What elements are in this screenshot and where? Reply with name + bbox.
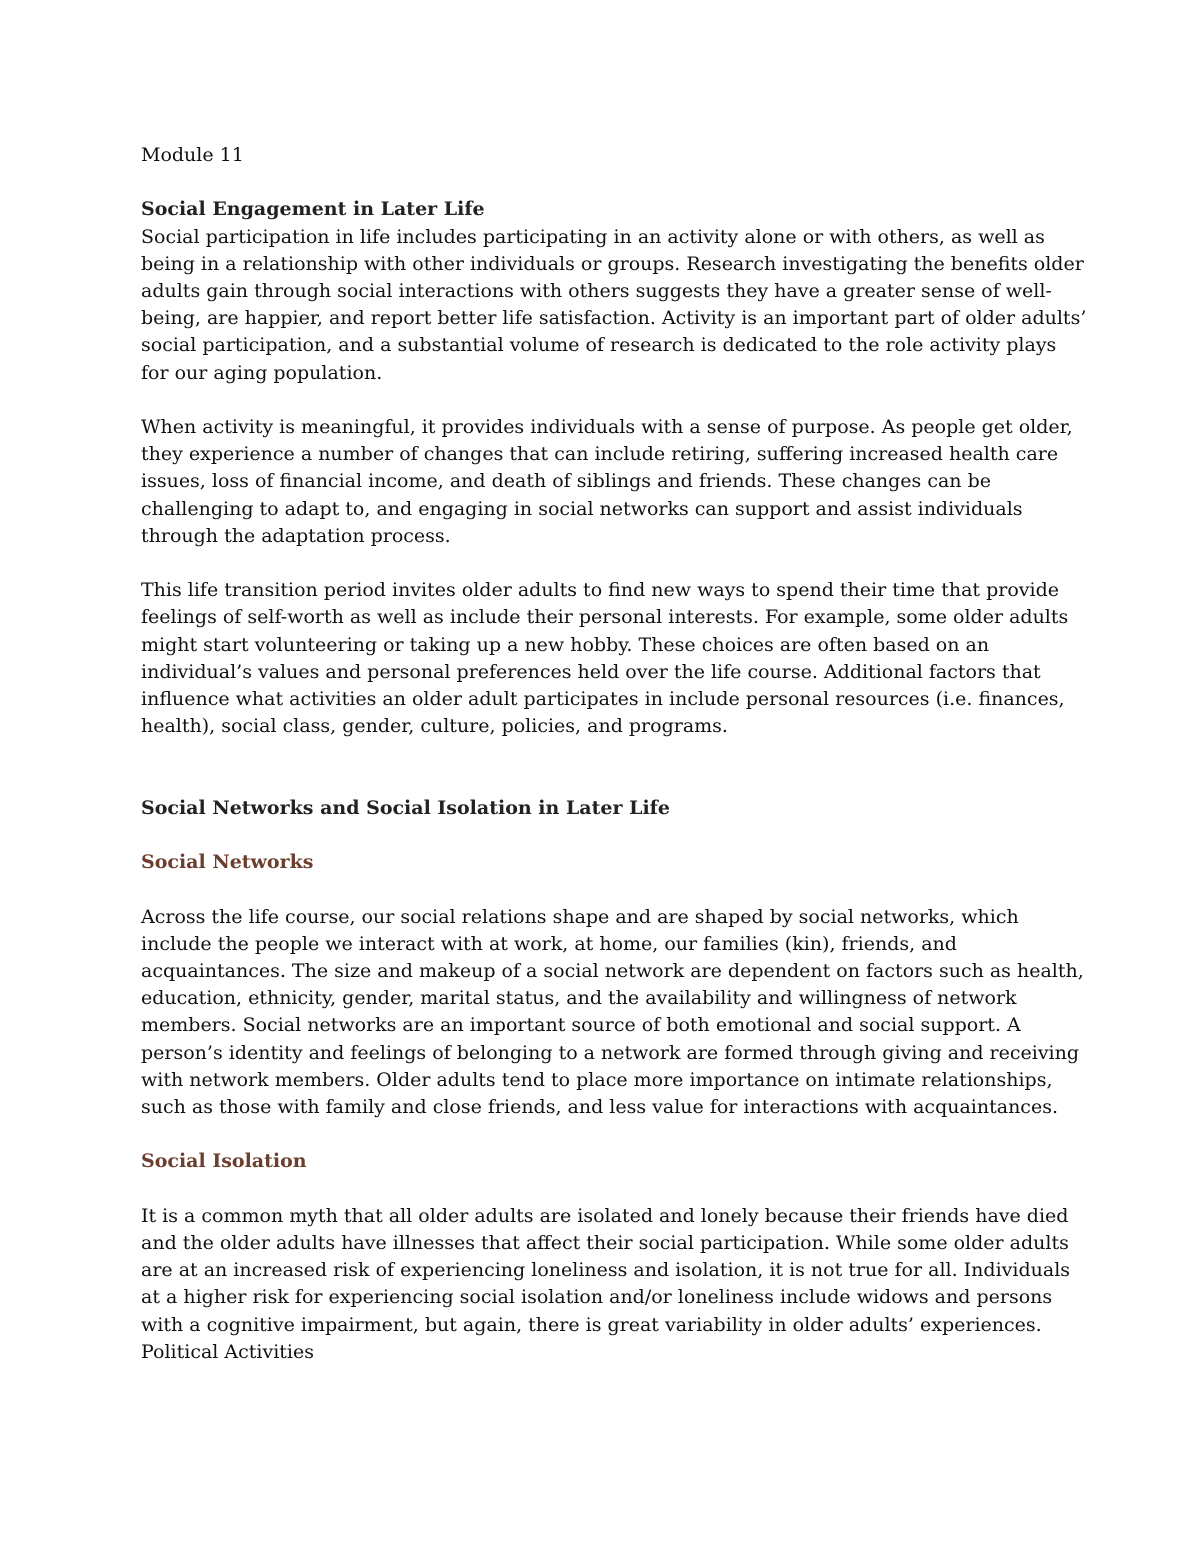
subheading-social-isolation: Social Isolation <box>141 1150 307 1173</box>
spacer <box>141 876 1066 903</box>
module-label: Module 11 <box>141 144 244 166</box>
text-line: issues, loss of financial income, and death of siblings and friends. These changes can be <box>141 470 991 493</box>
text-line: social participation, and a substantial volume of research is dedicated to the role activity plays <box>141 334 1057 357</box>
text-line: being, are happier, and report better life satisfaction. Activity is an important part of older adults’ <box>141 307 1087 330</box>
spacer <box>141 768 1066 795</box>
text-line: health), social class, gender, culture, policies, and programs. <box>141 715 728 738</box>
spacer <box>141 822 1066 849</box>
spacer <box>141 387 1066 414</box>
text-line: influence what activities an older adult participates in include personal resources (i.e. finances, <box>141 688 1065 711</box>
text-line: members. Social networks are an important source of both emotional and social support. A <box>141 1014 1021 1037</box>
paragraph-social-isolation <box>141 1203 1071 1366</box>
text-line: are at an increased risk of experiencing loneliness and isolation, it is not true for all. Individuals <box>141 1259 1071 1282</box>
text-line: Social participation in life includes participating in an activity alone or with others, as well as <box>141 225 1045 248</box>
section-title-engagement: Social Engagement in Later Life <box>141 198 485 221</box>
text-line: acquaintances. The size and makeup of a social network are dependent on factors such as health, <box>141 959 1084 982</box>
paragraph-social-networks <box>141 904 1084 1122</box>
paragraph-engagement-2 <box>141 414 1073 550</box>
text-line: being in a relationship with other individuals or groups. Research investigating the benefits older <box>141 252 1084 275</box>
text-line: It is a common myth that all older adults are isolated and lonely because their friends have died <box>141 1204 1069 1227</box>
text-line: for our aging population. <box>141 361 383 384</box>
document-page <box>141 142 1087 1366</box>
text-line: challenging to adapt to, and engaging in social networks can support and assist individuals <box>141 497 1023 520</box>
text-line: adults gain through social interactions with others suggests they have a greater sense of well- <box>141 280 1052 302</box>
text-line: When activity is meaningful, it provides individuals with a sense of purpose. As people get older, <box>141 416 1073 438</box>
text-line: and the older adults have illnesses that affect their social participation. While some older adults <box>141 1231 1069 1254</box>
text-line: include the people we interact with at work, at home, our families (kin), friends, and <box>141 932 957 955</box>
text-line: individual’s values and personal preferences held over the life course. Additional factors that <box>141 660 1041 683</box>
text-line: at a higher risk for experiencing social isolation and/or loneliness include widows and persons <box>141 1286 1053 1309</box>
text-line: education, ethnicity, gender, marital status, and the availability and willingness of network <box>141 987 1017 1010</box>
paragraph-engagement-3 <box>141 577 1069 740</box>
subheading-social-networks: Social Networks <box>141 851 314 874</box>
spacer <box>141 169 1066 196</box>
text-line: person’s identity and feelings of belonging to a network are formed through giving and receiving <box>141 1041 1080 1064</box>
paragraph-engagement-1 <box>141 224 1087 387</box>
spacer <box>141 1176 1066 1203</box>
spacer <box>141 1121 1066 1148</box>
text-line: might start volunteering or taking up a new hobby. These choices are often based on an <box>141 633 990 656</box>
text-line: with a cognitive impairment, but again, there is great variability in older adults’ experiences. <box>141 1313 1042 1336</box>
text-line: Across the life course, our social relations shape and are shaped by social networks, which <box>141 905 1019 928</box>
text-line: such as those with family and close friends, and less value for interactions with acquaintances. <box>141 1096 1058 1118</box>
text-line: with network members. Older adults tend to place more importance on intimate relationships, <box>141 1068 1053 1091</box>
text-line: This life transition period invites older adults to find new ways to spend their time that provide <box>141 579 1059 602</box>
spacer <box>141 550 1066 577</box>
text-line: through the adaptation process. <box>141 524 451 547</box>
spacer <box>141 740 1066 767</box>
text-line: they experience a number of changes that can include retiring, suffering increased health care <box>141 443 1059 466</box>
text-line: feelings of self-worth as well as include their personal interests. For example, some older adults <box>141 606 1069 629</box>
text-line: Political Activities <box>141 1340 314 1363</box>
section-title-networks-isolation: Social Networks and Social Isolation in Later Life <box>141 796 670 819</box>
